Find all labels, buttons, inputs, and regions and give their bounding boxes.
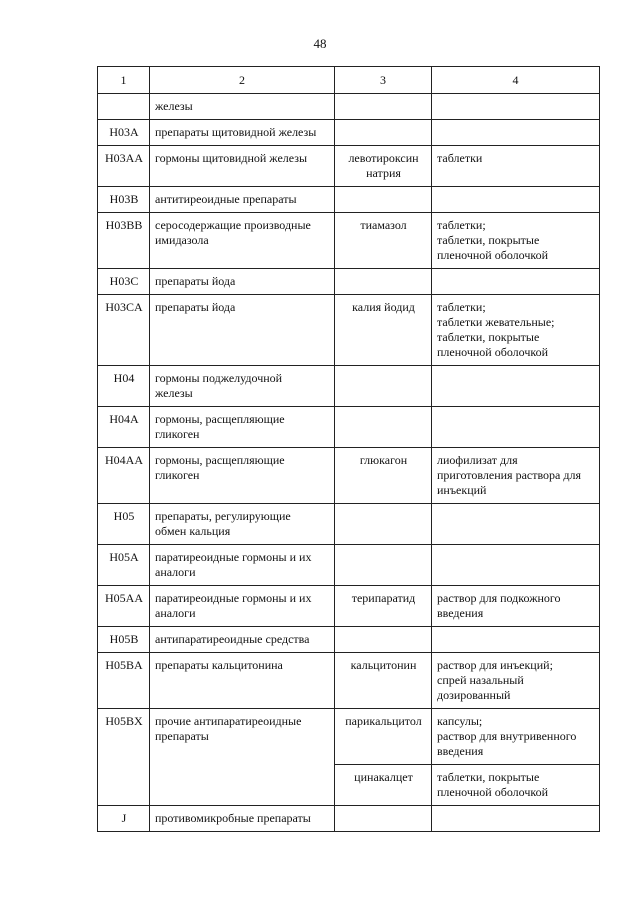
group-name-cell-line: аналоги (155, 606, 196, 620)
substance-cell (335, 366, 432, 407)
substance-cell-line: терипаратид (351, 591, 416, 605)
dosage-form-cell-line: таблетки; (437, 300, 486, 314)
dosage-form-cell-line: инъекций (437, 483, 487, 497)
dosage-form-cell (432, 295, 600, 366)
group-name-cell-line: паратиреоидные гормоны и их (155, 550, 312, 564)
table-row (98, 504, 600, 545)
dosage-form-cell-line: пленочной оболочкой (437, 345, 549, 359)
atc-code-cell: H05BX (98, 709, 150, 806)
dosage-form-cell-line: таблетки, покрытые (437, 233, 540, 247)
group-name-cell-line: гормоны, расщепляющие (155, 412, 285, 426)
dosage-form-cell-line: пленочной оболочкой (437, 248, 549, 262)
substance-cell-line: кальцитонин (350, 658, 417, 672)
dosage-form-cell (432, 545, 600, 586)
dosage-form-cell (432, 366, 600, 407)
substance-cell (335, 709, 432, 765)
group-name-cell-line: гормоны поджелудочной (155, 371, 283, 385)
group-name-cell-line: препараты кальцитонина (155, 658, 283, 672)
group-name-cell-line: железы (155, 386, 193, 400)
table-row (98, 709, 600, 765)
dosage-form-cell-line: таблетки жевательные; (437, 315, 555, 329)
group-name-cell-line: серосодержащие производные (155, 218, 311, 232)
substance-cell (335, 120, 432, 146)
group-name-cell-line: гормоны, расщепляющие (155, 453, 285, 467)
dosage-form-cell (432, 627, 600, 653)
dosage-form-cell (432, 586, 600, 627)
substance-cell (335, 627, 432, 653)
substance-cell-line: глюкагон (359, 453, 408, 467)
group-name-cell-line: железы (155, 99, 193, 113)
group-name-cell-line: противомикробные препараты (155, 811, 311, 825)
dosage-form-cell (432, 806, 600, 832)
group-name-cell-line: имидазола (155, 233, 209, 247)
atc-code-cell: H05B (98, 627, 150, 653)
table-row (98, 94, 600, 120)
atc-code-cell: H05BA (98, 653, 150, 709)
substance-cell (335, 269, 432, 295)
group-name-cell (150, 545, 335, 586)
dosage-form-cell-line: таблетки; (437, 218, 486, 232)
atc-code-cell: H03C (98, 269, 150, 295)
atc-code-cell: H03BB (98, 213, 150, 269)
column-header: 4 (432, 67, 600, 94)
group-name-cell-line: аналоги (155, 565, 196, 579)
dosage-form-cell (432, 504, 600, 545)
group-name-cell (150, 407, 335, 448)
dosage-form-cell-line: дозированный (437, 688, 511, 702)
group-name-cell-line: препараты йода (155, 300, 236, 314)
group-name-cell (150, 653, 335, 709)
dosage-form-cell-line: введения (437, 744, 484, 758)
substance-cell-line: цинакалцет (354, 770, 413, 784)
group-name-cell (150, 269, 335, 295)
dosage-form-cell (432, 213, 600, 269)
dosage-form-cell-line: спрей назальный (437, 673, 524, 687)
group-name-cell (150, 709, 335, 806)
substance-cell (335, 187, 432, 213)
substance-cell (335, 448, 432, 504)
table-row (98, 806, 600, 832)
group-name-cell (150, 366, 335, 407)
atc-code-cell: H04A (98, 407, 150, 448)
dosage-form-cell-line: введения (437, 606, 484, 620)
group-name-cell (150, 94, 335, 120)
dosage-form-cell (432, 94, 600, 120)
group-name-cell-line: прочие антипаратиреоидные (155, 714, 302, 728)
substance-cell (335, 765, 432, 806)
column-header: 3 (335, 67, 432, 94)
group-name-cell-line: антитиреоидные препараты (155, 192, 297, 206)
group-name-cell (150, 448, 335, 504)
table-row (98, 120, 600, 146)
dosage-form-cell-line: раствор для инъекций; (437, 658, 553, 672)
atc-code-cell (98, 94, 150, 120)
dosage-form-cell (432, 269, 600, 295)
group-name-cell-line: препараты (155, 729, 209, 743)
dosage-form-cell-line: раствор для подкожного (437, 591, 561, 605)
substance-cell-line: левотироксин (348, 151, 419, 165)
atc-code-cell: H03B (98, 187, 150, 213)
table-row (98, 187, 600, 213)
substance-cell (335, 146, 432, 187)
group-name-cell-line: препараты, регулирующие (155, 509, 291, 523)
column-header: 2 (150, 67, 335, 94)
table-row (98, 545, 600, 586)
dosage-form-cell-line: раствор для внутривенного (437, 729, 577, 743)
table-row (98, 627, 600, 653)
substance-cell (335, 586, 432, 627)
dosage-form-cell (432, 709, 600, 765)
group-name-cell (150, 120, 335, 146)
atc-code-cell: H03A (98, 120, 150, 146)
dosage-form-cell-line: пленочной оболочкой (437, 785, 549, 799)
atc-code-cell: H05A (98, 545, 150, 586)
dosage-form-cell-line: приготовления раствора для (437, 468, 581, 482)
table-row (98, 653, 600, 709)
substance-cell-line: калия йодид (352, 300, 415, 314)
substance-cell-line: парикальцитол (345, 714, 422, 728)
substance-cell-line: тиамазол (360, 218, 407, 232)
table-row (98, 213, 600, 269)
drug-table (97, 66, 600, 832)
table-row (98, 269, 600, 295)
page-number: 48 (313, 36, 327, 51)
dosage-form-cell-line: капсулы; (437, 714, 483, 728)
atc-code-cell: H03AA (98, 146, 150, 187)
group-name-cell-line: гликоген (155, 468, 200, 482)
dosage-form-cell (432, 187, 600, 213)
substance-cell (335, 295, 432, 366)
group-name-cell (150, 187, 335, 213)
atc-code-cell: H04AA (98, 448, 150, 504)
group-name-cell (150, 146, 335, 187)
group-name-cell-line: гликоген (155, 427, 200, 441)
table-row (98, 448, 600, 504)
dosage-form-cell-line: лиофилизат для (437, 453, 518, 467)
dosage-form-cell (432, 146, 600, 187)
dosage-form-cell-line: таблетки (437, 151, 483, 165)
substance-cell (335, 806, 432, 832)
table-header-row (98, 67, 600, 94)
group-name-cell (150, 627, 335, 653)
group-name-cell (150, 213, 335, 269)
dosage-form-cell (432, 653, 600, 709)
substance-cell (335, 653, 432, 709)
group-name-cell (150, 806, 335, 832)
substance-cell (335, 407, 432, 448)
group-name-cell (150, 586, 335, 627)
group-name-cell-line: антипаратиреоидные средства (155, 632, 310, 646)
substance-cell (335, 213, 432, 269)
atc-code-cell: H05 (98, 504, 150, 545)
group-name-cell (150, 504, 335, 545)
atc-code-cell: H04 (98, 366, 150, 407)
column-header: 1 (98, 67, 150, 94)
substance-cell (335, 504, 432, 545)
substance-cell-line: натрия (366, 166, 401, 180)
substance-cell (335, 545, 432, 586)
group-name-cell-line: паратиреоидные гормоны и их (155, 591, 312, 605)
group-name-cell-line: препараты щитовидной железы (155, 125, 317, 139)
table-row (98, 407, 600, 448)
substance-cell (335, 94, 432, 120)
group-name-cell-line: гормоны щитовидной железы (155, 151, 308, 165)
table-row (98, 586, 600, 627)
group-name-cell-line: препараты йода (155, 274, 236, 288)
atc-code-cell: H05AA (98, 586, 150, 627)
group-name-cell (150, 295, 335, 366)
dosage-form-cell-line: таблетки, покрытые (437, 330, 540, 344)
dosage-form-cell (432, 448, 600, 504)
dosage-form-cell (432, 407, 600, 448)
atc-code-cell: H03CA (98, 295, 150, 366)
table-row (98, 295, 600, 366)
dosage-form-cell (432, 765, 600, 806)
table-row (98, 366, 600, 407)
group-name-cell-line: обмен кальция (155, 524, 231, 538)
atc-code-cell: J (98, 806, 150, 832)
table-row (98, 146, 600, 187)
dosage-form-cell (432, 120, 600, 146)
dosage-form-cell-line: таблетки, покрытые (437, 770, 540, 784)
